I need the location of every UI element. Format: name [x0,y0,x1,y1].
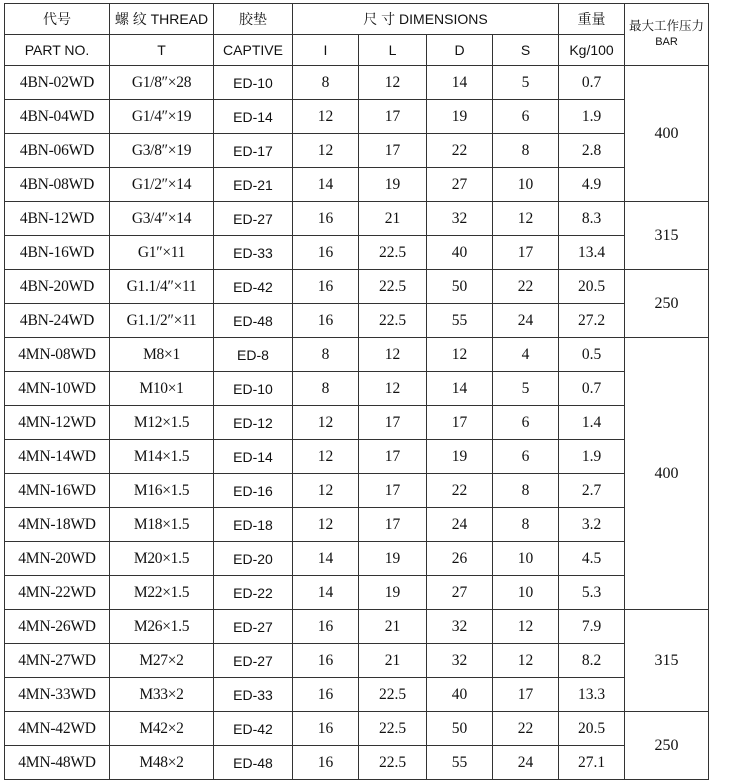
weight-cell: 1.9 [559,440,625,474]
header-captive-en: CAPTIVE [214,35,293,66]
dim-s-cell: 10 [493,168,559,202]
dim-l-cell: 12 [359,338,427,372]
pressure-cell: 315 [625,202,709,270]
thread-cell: M27×2 [110,644,214,678]
weight-cell: 2.8 [559,134,625,168]
table-row [5,338,709,372]
table-row [5,134,709,168]
dim-l-cell: 22.5 [359,304,427,338]
weight-cell: 13.4 [559,236,625,270]
dim-s-cell: 10 [493,576,559,610]
dim-d-cell: 40 [427,236,493,270]
dim-l-cell: 21 [359,610,427,644]
dim-d-cell: 32 [427,644,493,678]
dim-l-cell: 17 [359,406,427,440]
header-dim-d: D [427,35,493,66]
dim-d-cell: 27 [427,168,493,202]
table-row [5,372,709,406]
dim-i-cell: 12 [293,134,359,168]
captive-cell: ED-8 [214,338,293,372]
captive-cell: ED-14 [214,100,293,134]
part-no-cell: 4MN-20WD [5,542,110,576]
pressure-cell: 250 [625,270,709,338]
captive-cell: ED-16 [214,474,293,508]
captive-cell: ED-20 [214,542,293,576]
thread-cell: M12×1.5 [110,406,214,440]
dim-d-cell: 32 [427,202,493,236]
header-pressure-cn: 最大工作压力 [629,19,705,33]
dim-l-cell: 19 [359,576,427,610]
thread-cell: G3/4″×14 [110,202,214,236]
dim-s-cell: 6 [493,100,559,134]
part-no-cell: 4BN-20WD [5,270,110,304]
part-no-cell: 4MN-27WD [5,644,110,678]
dim-i-cell: 12 [293,100,359,134]
captive-cell: ED-33 [214,678,293,712]
pressure-cell: 400 [625,66,709,202]
dim-i-cell: 14 [293,542,359,576]
captive-cell: ED-22 [214,576,293,610]
thread-cell: G1″×11 [110,236,214,270]
dim-l-cell: 22.5 [359,678,427,712]
thread-cell: M20×1.5 [110,542,214,576]
weight-cell: 20.5 [559,712,625,746]
header-part-no-en: PART NO. [5,35,110,66]
dim-s-cell: 6 [493,440,559,474]
thread-cell: M22×1.5 [110,576,214,610]
weight-cell: 3.2 [559,508,625,542]
dim-i-cell: 12 [293,508,359,542]
table-row [5,644,709,678]
weight-cell: 27.1 [559,746,625,780]
dim-s-cell: 10 [493,542,559,576]
dim-d-cell: 19 [427,100,493,134]
dim-i-cell: 12 [293,406,359,440]
captive-cell: ED-14 [214,440,293,474]
dim-s-cell: 8 [493,474,559,508]
dim-s-cell: 22 [493,712,559,746]
captive-cell: ED-21 [214,168,293,202]
header-row-2 [5,35,709,66]
part-no-cell: 4BN-16WD [5,236,110,270]
thread-cell: M18×1.5 [110,508,214,542]
weight-cell: 1.4 [559,406,625,440]
thread-cell: M26×1.5 [110,610,214,644]
dim-l-cell: 17 [359,440,427,474]
thread-cell: M33×2 [110,678,214,712]
part-no-cell: 4MN-14WD [5,440,110,474]
dim-l-cell: 12 [359,66,427,100]
dim-s-cell: 17 [493,678,559,712]
dim-i-cell: 16 [293,610,359,644]
weight-cell: 0.7 [559,66,625,100]
part-no-cell: 4MN-48WD [5,746,110,780]
captive-cell: ED-27 [214,610,293,644]
captive-cell: ED-42 [214,712,293,746]
dim-i-cell: 16 [293,644,359,678]
dim-i-cell: 16 [293,304,359,338]
dim-l-cell: 12 [359,372,427,406]
dim-l-cell: 21 [359,644,427,678]
dim-d-cell: 12 [427,338,493,372]
table-row [5,678,709,712]
part-no-cell: 4MN-08WD [5,338,110,372]
dim-i-cell: 14 [293,576,359,610]
weight-cell: 8.2 [559,644,625,678]
thread-cell: G1/2″×14 [110,168,214,202]
table-row [5,576,709,610]
weight-cell: 4.5 [559,542,625,576]
weight-cell: 20.5 [559,270,625,304]
dim-l-cell: 19 [359,168,427,202]
dim-s-cell: 12 [493,202,559,236]
dim-s-cell: 4 [493,338,559,372]
header-dim-i: I [293,35,359,66]
captive-cell: ED-33 [214,236,293,270]
dim-i-cell: 12 [293,474,359,508]
table-row [5,270,709,304]
table-row [5,610,709,644]
weight-cell: 27.2 [559,304,625,338]
weight-cell: 0.7 [559,372,625,406]
thread-cell: M8×1 [110,338,214,372]
dim-l-cell: 22.5 [359,712,427,746]
captive-cell: ED-48 [214,746,293,780]
dim-d-cell: 40 [427,678,493,712]
thread-cell: M10×1 [110,372,214,406]
dim-i-cell: 8 [293,66,359,100]
part-no-cell: 4MN-10WD [5,372,110,406]
captive-cell: ED-27 [214,202,293,236]
weight-cell: 5.3 [559,576,625,610]
header-thread-en: T [110,35,214,66]
weight-cell: 8.3 [559,202,625,236]
table-row [5,100,709,134]
part-no-cell: 4BN-24WD [5,304,110,338]
part-no-cell: 4MN-22WD [5,576,110,610]
weight-cell: 0.5 [559,338,625,372]
table-row [5,304,709,338]
pressure-cell: 250 [625,712,709,780]
table-row [5,712,709,746]
weight-cell: 1.9 [559,100,625,134]
part-no-cell: 4BN-02WD [5,66,110,100]
part-no-cell: 4BN-12WD [5,202,110,236]
header-captive-cn: 胶垫 [214,4,293,35]
captive-cell: ED-17 [214,134,293,168]
captive-cell: ED-10 [214,66,293,100]
pressure-cell: 315 [625,610,709,712]
thread-cell: M42×2 [110,712,214,746]
table-row [5,474,709,508]
table-row [5,542,709,576]
header-row-1 [5,4,709,35]
part-no-cell: 4MN-33WD [5,678,110,712]
table-row [5,202,709,236]
dim-d-cell: 55 [427,304,493,338]
dim-s-cell: 8 [493,134,559,168]
header-pressure-en: BAR [655,36,678,48]
dim-s-cell: 6 [493,406,559,440]
table-row [5,508,709,542]
captive-cell: ED-42 [214,270,293,304]
dim-i-cell: 12 [293,440,359,474]
thread-cell: G1/4″×19 [110,100,214,134]
dim-s-cell: 12 [493,644,559,678]
dim-s-cell: 22 [493,270,559,304]
dim-d-cell: 32 [427,610,493,644]
dim-d-cell: 26 [427,542,493,576]
dim-d-cell: 55 [427,746,493,780]
dim-l-cell: 22.5 [359,746,427,780]
dim-l-cell: 21 [359,202,427,236]
part-no-cell: 4MN-16WD [5,474,110,508]
captive-cell: ED-48 [214,304,293,338]
thread-cell: M48×2 [110,746,214,780]
dim-l-cell: 17 [359,474,427,508]
dim-i-cell: 8 [293,338,359,372]
dim-i-cell: 16 [293,202,359,236]
part-no-cell: 4BN-08WD [5,168,110,202]
dim-d-cell: 19 [427,440,493,474]
thread-cell: G1.1/2″×11 [110,304,214,338]
table-row [5,66,709,100]
table-row [5,236,709,270]
thread-cell: G1/8″×28 [110,66,214,100]
dim-d-cell: 27 [427,576,493,610]
dim-l-cell: 17 [359,100,427,134]
dim-s-cell: 17 [493,236,559,270]
dim-i-cell: 14 [293,168,359,202]
dim-s-cell: 12 [493,610,559,644]
dim-d-cell: 14 [427,372,493,406]
thread-cell: G3/8″×19 [110,134,214,168]
dim-s-cell: 24 [493,304,559,338]
dim-s-cell: 8 [493,508,559,542]
part-no-cell: 4BN-06WD [5,134,110,168]
header-dim-s: S [493,35,559,66]
table-row [5,168,709,202]
header-thread-cn: 螺 纹 THREAD [110,4,214,35]
dim-i-cell: 8 [293,372,359,406]
table-row [5,746,709,780]
part-no-cell: 4BN-04WD [5,100,110,134]
dim-d-cell: 22 [427,474,493,508]
weight-cell: 13.3 [559,678,625,712]
dim-i-cell: 16 [293,236,359,270]
dim-s-cell: 5 [493,66,559,100]
dim-i-cell: 16 [293,712,359,746]
pressure-cell: 400 [625,338,709,610]
dim-d-cell: 50 [427,712,493,746]
captive-cell: ED-18 [214,508,293,542]
weight-cell: 7.9 [559,610,625,644]
dim-i-cell: 16 [293,746,359,780]
table-row [5,440,709,474]
dim-l-cell: 22.5 [359,236,427,270]
part-no-cell: 4MN-12WD [5,406,110,440]
part-no-cell: 4MN-26WD [5,610,110,644]
header-weight-cn: 重量 [559,4,625,35]
weight-cell: 4.9 [559,168,625,202]
spec-table [4,3,709,780]
header-weight-en: Kg/100 [559,35,625,66]
thread-cell: M14×1.5 [110,440,214,474]
thread-cell: G1.1/4″×11 [110,270,214,304]
header-dim-l: L [359,35,427,66]
dim-d-cell: 17 [427,406,493,440]
weight-cell: 2.7 [559,474,625,508]
dim-d-cell: 50 [427,270,493,304]
part-no-cell: 4MN-18WD [5,508,110,542]
part-no-cell: 4MN-42WD [5,712,110,746]
dim-s-cell: 24 [493,746,559,780]
captive-cell: ED-10 [214,372,293,406]
header-part-no-cn: 代号 [5,4,110,35]
header-pressure [625,4,709,66]
dim-d-cell: 22 [427,134,493,168]
dim-d-cell: 24 [427,508,493,542]
dim-i-cell: 16 [293,270,359,304]
dim-l-cell: 22.5 [359,270,427,304]
dim-d-cell: 14 [427,66,493,100]
header-dimensions: 尺 寸 DIMENSIONS [293,4,559,35]
dim-i-cell: 16 [293,678,359,712]
captive-cell: ED-12 [214,406,293,440]
dim-l-cell: 17 [359,508,427,542]
dim-s-cell: 5 [493,372,559,406]
table-row [5,406,709,440]
captive-cell: ED-27 [214,644,293,678]
dim-l-cell: 19 [359,542,427,576]
dim-l-cell: 17 [359,134,427,168]
thread-cell: M16×1.5 [110,474,214,508]
